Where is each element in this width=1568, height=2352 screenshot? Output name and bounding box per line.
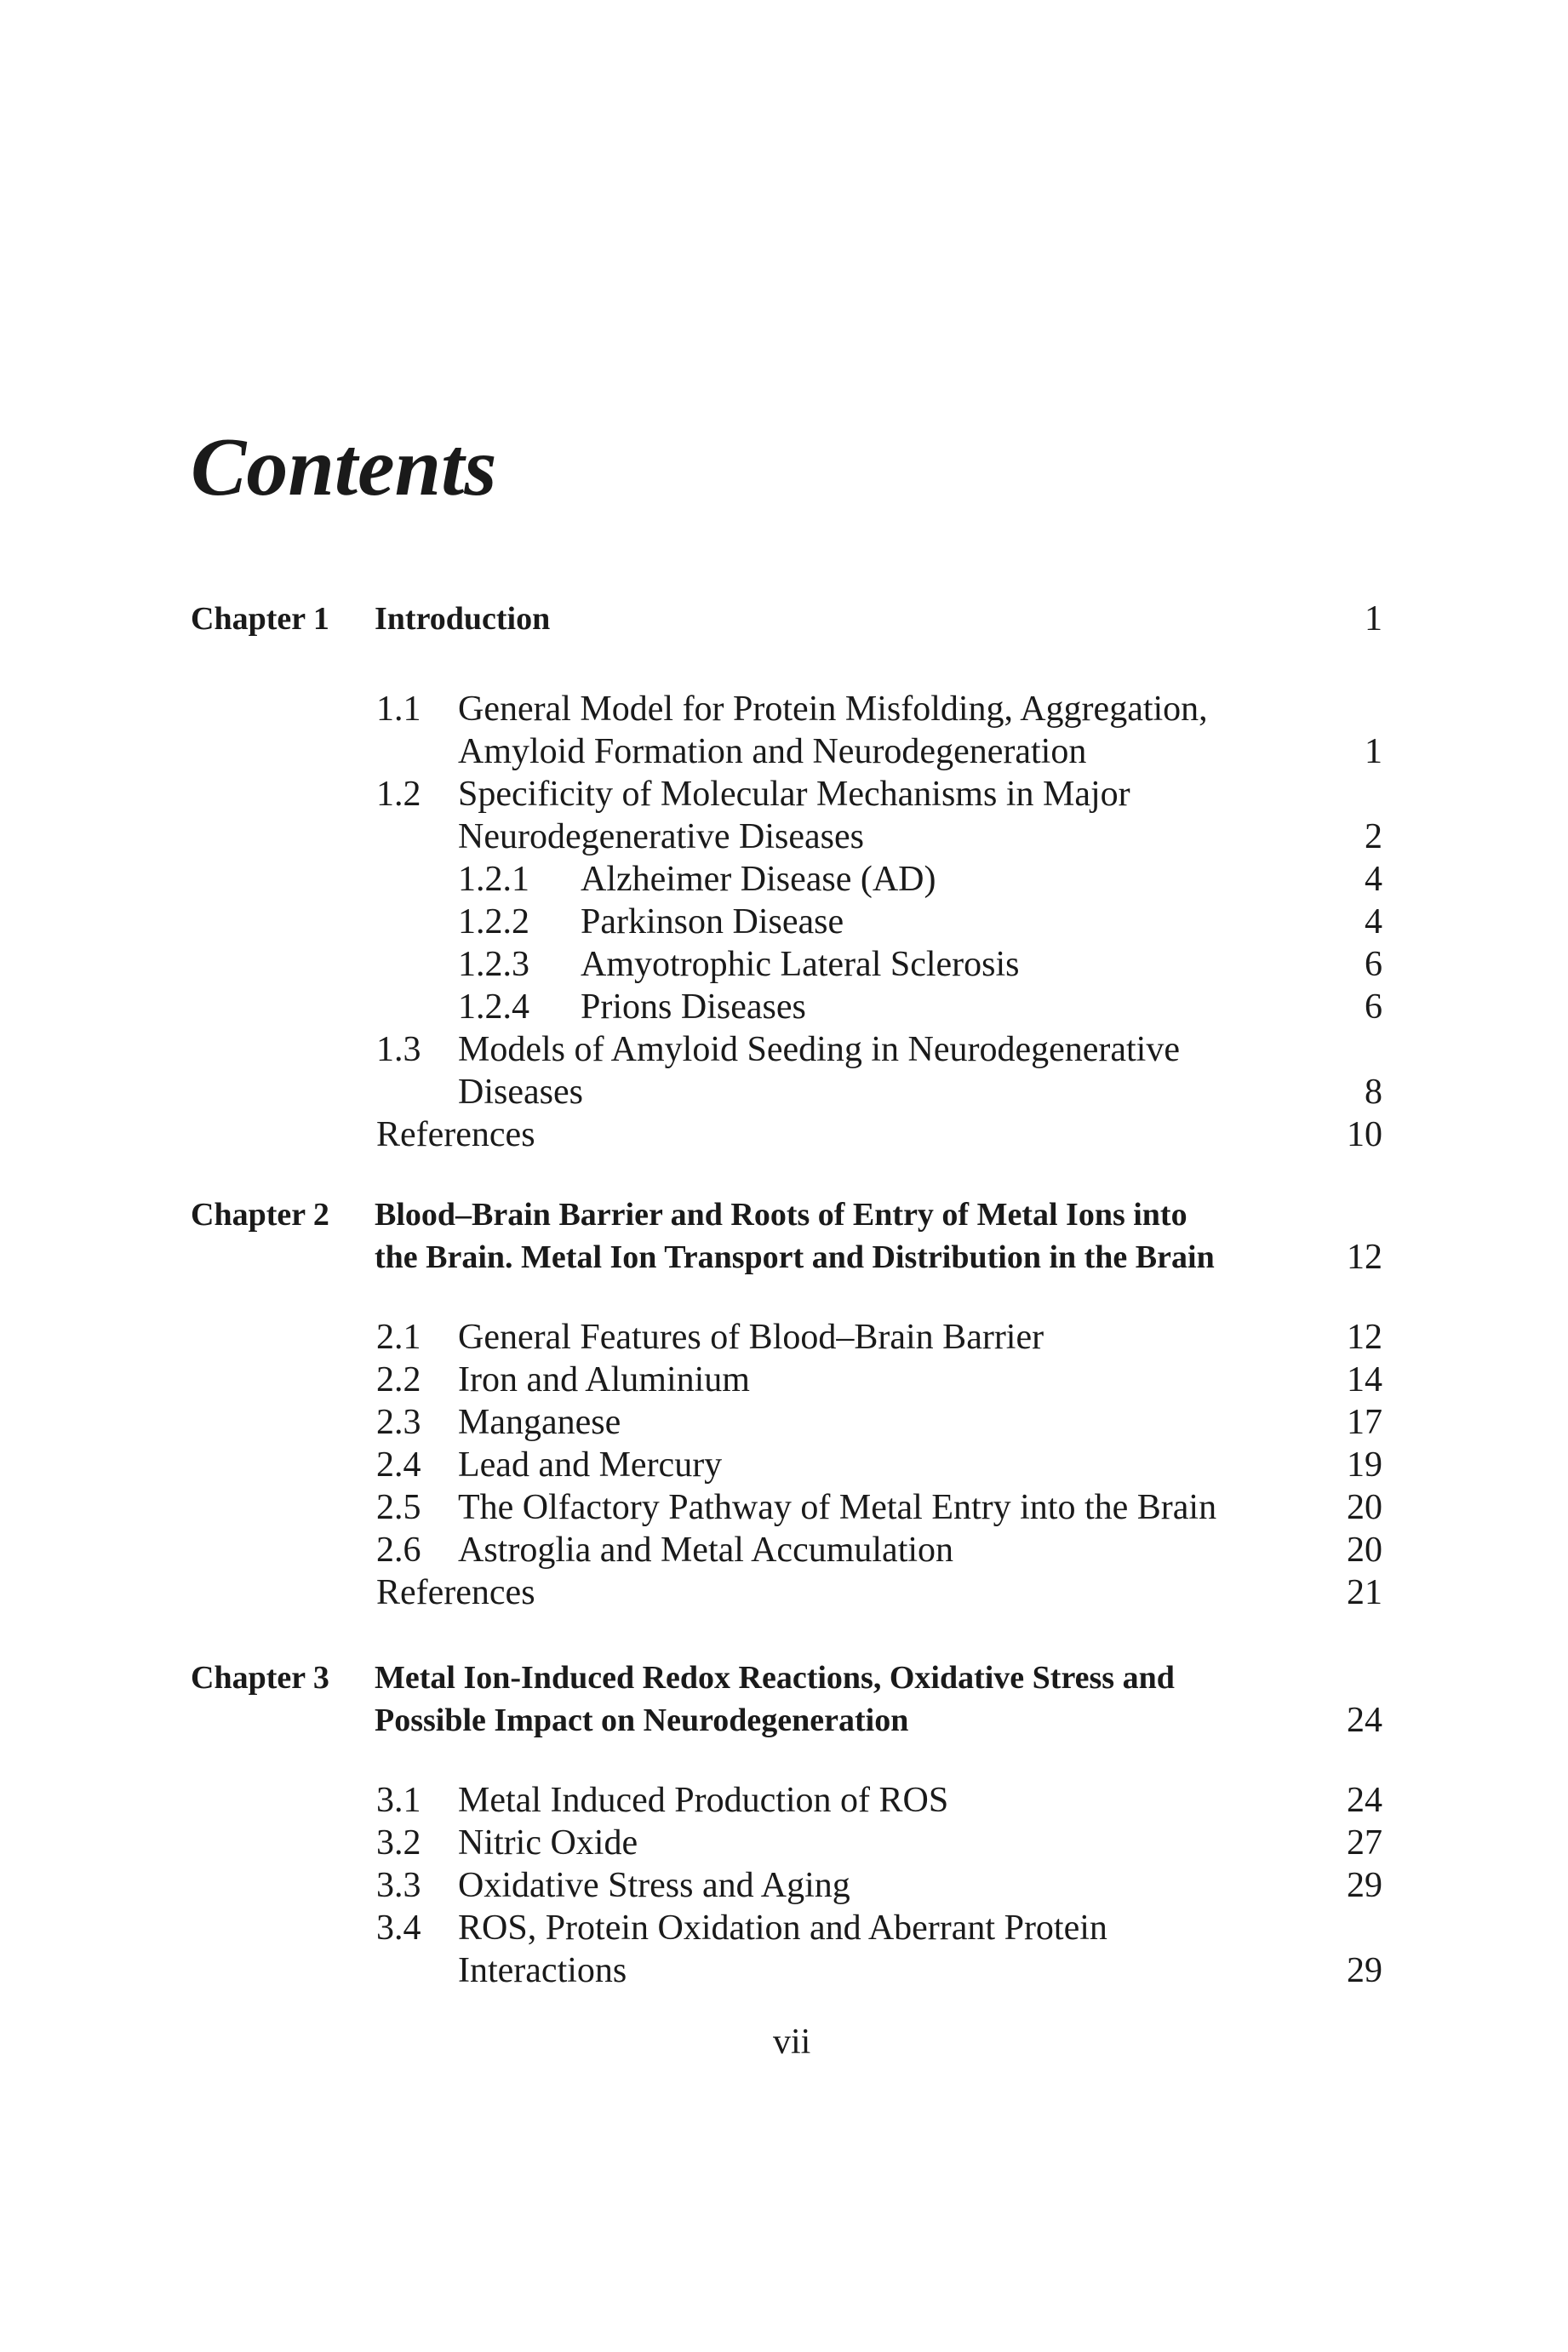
section-title-line: Alzheimer Disease (AD) bbox=[581, 860, 936, 899]
section-number: 1.2 bbox=[376, 775, 421, 814]
toc-entry-3-1[interactable] bbox=[376, 1779, 1382, 1822]
chapter-title-line: Blood–Brain Barrier and Roots of Entry of Metal Ions into bbox=[375, 1197, 1187, 1233]
chapter-title: Introduction bbox=[375, 601, 551, 637]
section-number: 2.5 bbox=[376, 1488, 421, 1527]
toc-entry-2-4[interactable] bbox=[376, 1444, 1382, 1486]
chapter-page: 24 bbox=[1347, 1701, 1382, 1740]
section-number: 3.2 bbox=[376, 1823, 421, 1863]
toc-entry-1-2-1[interactable] bbox=[458, 858, 1382, 901]
section-number: 2.2 bbox=[376, 1360, 421, 1399]
section-page: 29 bbox=[1347, 1951, 1382, 1990]
section-number: 1.1 bbox=[376, 690, 421, 729]
page-number: vii bbox=[773, 2023, 811, 2062]
chapter-page: 12 bbox=[1347, 1238, 1382, 1277]
chapter-title-line: the Brain. Metal Ion Transport and Distribution in the Brain bbox=[375, 1239, 1215, 1275]
section-page: 19 bbox=[1347, 1445, 1382, 1485]
section-title-line: References bbox=[376, 1115, 535, 1154]
section-number: 1.2.4 bbox=[458, 987, 529, 1027]
chapter-page: 1 bbox=[1365, 599, 1382, 638]
section-page: 8 bbox=[1365, 1073, 1382, 1112]
section-title-line: Amyotrophic Lateral Sclerosis bbox=[581, 945, 1020, 984]
toc-entry-1-3[interactable] bbox=[376, 1028, 1382, 1113]
section-page: 10 bbox=[1347, 1115, 1382, 1154]
section-title-line: Interactions bbox=[458, 1951, 627, 1990]
section-title-line: Metal Induced Production of ROS bbox=[458, 1781, 949, 1820]
toc-entry-1-2-4[interactable] bbox=[458, 986, 1382, 1028]
section-title-line: Neurodegenerative Diseases bbox=[458, 817, 864, 856]
section-number: 2.4 bbox=[376, 1445, 421, 1485]
section-number: 1.3 bbox=[376, 1030, 421, 1069]
toc-entry-2-3[interactable] bbox=[376, 1401, 1382, 1444]
toc-entry-3-2[interactable] bbox=[376, 1822, 1382, 1864]
toc-entry-1-2-2[interactable] bbox=[458, 901, 1382, 943]
toc-entry-1-2[interactable] bbox=[376, 773, 1382, 858]
section-number: 1.2.1 bbox=[458, 860, 529, 899]
toc-entry-2-1[interactable] bbox=[376, 1316, 1382, 1359]
section-page: 12 bbox=[1347, 1318, 1382, 1357]
section-title-line: Nitric Oxide bbox=[458, 1823, 638, 1863]
section-title-line: References bbox=[376, 1573, 535, 1612]
section-page: 4 bbox=[1365, 860, 1382, 899]
section-number: 3.3 bbox=[376, 1866, 421, 1905]
chapter-label: Chapter 2 bbox=[191, 1197, 329, 1233]
section-title-line: Prions Diseases bbox=[581, 987, 806, 1027]
toc-entry-2-2[interactable] bbox=[376, 1359, 1382, 1401]
toc-entry-3-3[interactable] bbox=[376, 1864, 1382, 1907]
toc-entry-1-2-3[interactable] bbox=[458, 943, 1382, 986]
section-title-line: ROS, Protein Oxidation and Aberrant Protein bbox=[458, 1908, 1107, 1948]
section-page: 20 bbox=[1347, 1531, 1382, 1570]
section-page: 2 bbox=[1365, 817, 1382, 856]
section-number: 2.1 bbox=[376, 1318, 421, 1357]
toc-entry-2-5[interactable] bbox=[376, 1486, 1382, 1529]
section-page: 17 bbox=[1347, 1403, 1382, 1442]
section-number: 2.6 bbox=[376, 1531, 421, 1570]
section-title-line: Diseases bbox=[458, 1073, 583, 1112]
section-title-line: General Model for Protein Misfolding, Aggregation, bbox=[458, 690, 1208, 729]
section-title-line: Models of Amyloid Seeding in Neurodegenerative bbox=[458, 1030, 1180, 1069]
section-page: 29 bbox=[1347, 1866, 1382, 1905]
toc-entry-references[interactable] bbox=[376, 1113, 1382, 1156]
section-title-line: The Olfactory Pathway of Metal Entry into the Brain bbox=[458, 1488, 1217, 1527]
section-page: 6 bbox=[1365, 987, 1382, 1027]
section-page: 1 bbox=[1365, 732, 1382, 771]
section-title-line: General Features of Blood–Brain Barrier bbox=[458, 1318, 1044, 1357]
section-page: 21 bbox=[1347, 1573, 1382, 1612]
section-page: 6 bbox=[1365, 945, 1382, 984]
toc-entry-1-1[interactable] bbox=[376, 688, 1382, 773]
section-title-line: Manganese bbox=[458, 1403, 621, 1442]
section-title-line: Amyloid Formation and Neurodegeneration bbox=[458, 732, 1087, 771]
section-title-line: Specificity of Molecular Mechanisms in Major bbox=[458, 775, 1130, 814]
section-number: 3.4 bbox=[376, 1908, 421, 1948]
toc-entry-references[interactable] bbox=[376, 1571, 1382, 1614]
section-number: 3.1 bbox=[376, 1781, 421, 1820]
section-page: 24 bbox=[1347, 1781, 1382, 1820]
section-page: 27 bbox=[1347, 1823, 1382, 1863]
section-page: 14 bbox=[1347, 1360, 1382, 1399]
chapter-label: Chapter 3 bbox=[191, 1660, 329, 1696]
chapter-2-heading[interactable] bbox=[191, 1193, 1382, 1279]
section-title-line: Astroglia and Metal Accumulation bbox=[458, 1531, 954, 1570]
section-title-line: Oxidative Stress and Aging bbox=[458, 1866, 850, 1905]
section-title-line: Iron and Aluminium bbox=[458, 1360, 750, 1399]
chapter-3-heading[interactable] bbox=[191, 1657, 1382, 1742]
section-number: 1.2.2 bbox=[458, 902, 529, 941]
section-number: 2.3 bbox=[376, 1403, 421, 1442]
toc-entry-3-4[interactable] bbox=[376, 1907, 1382, 1992]
chapter-title-line: Metal Ion-Induced Redox Reactions, Oxidative Stress and bbox=[375, 1660, 1175, 1696]
chapter-1-heading[interactable] bbox=[191, 598, 1382, 640]
section-page: 4 bbox=[1365, 902, 1382, 941]
chapter-title-line: Possible Impact on Neurodegeneration bbox=[375, 1702, 909, 1738]
page-title: Contents bbox=[191, 421, 497, 513]
section-number: 1.2.3 bbox=[458, 945, 529, 984]
toc-entry-2-6[interactable] bbox=[376, 1529, 1382, 1571]
chapter-label: Chapter 1 bbox=[191, 601, 329, 637]
section-title-line: Parkinson Disease bbox=[581, 902, 844, 941]
section-page: 20 bbox=[1347, 1488, 1382, 1527]
section-title-line: Lead and Mercury bbox=[458, 1445, 723, 1485]
